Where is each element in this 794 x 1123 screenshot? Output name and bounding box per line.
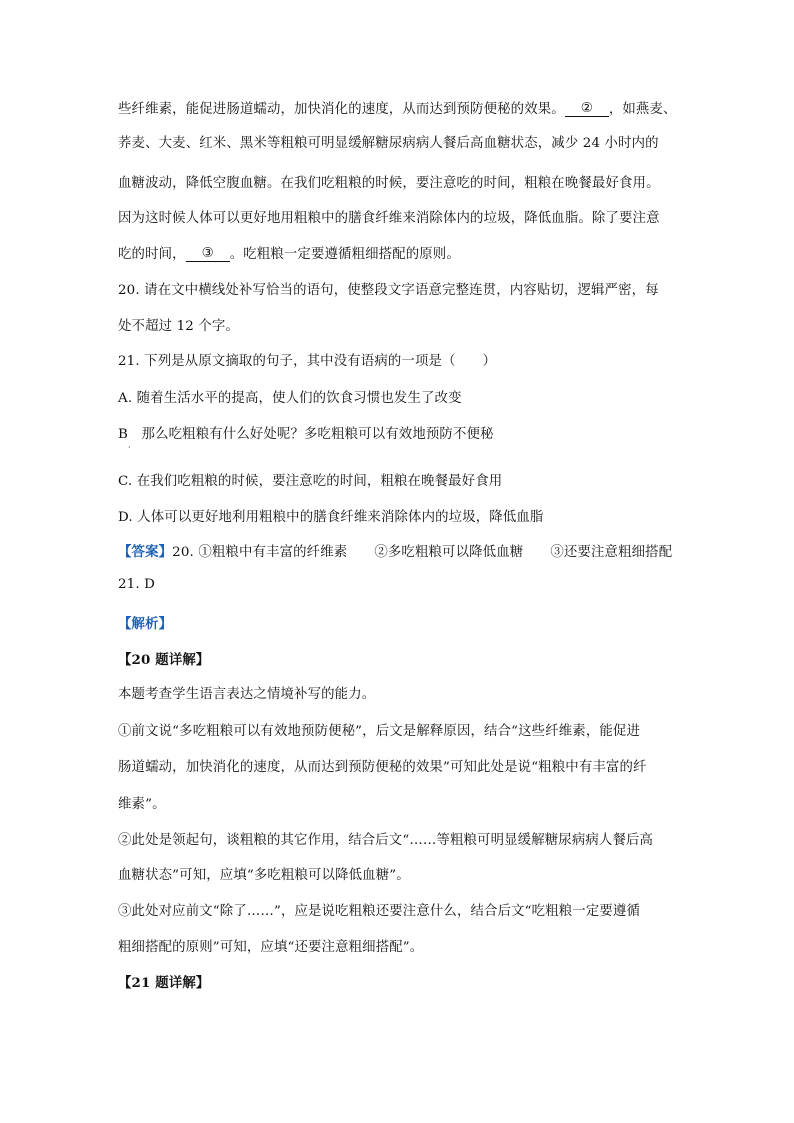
- heading-20-detail: 【20 题详解】: [118, 652, 210, 668]
- analysis-p2-line-2: 肠道蠕动，加快消化的速度，从而达到预防便秘的效果”可知此处是说“粗粮中有丰富的纤: [118, 760, 647, 775]
- question-20-line-1: 20. 请在文中横线处补写恰当的语句，使整段文字语意完整连贯，内容贴切，逻辑严密，每: [118, 283, 659, 298]
- passage-text: 。吃粗粮一定要遵循粗细搭配的原则。: [229, 247, 460, 262]
- blank-3: ③: [186, 246, 230, 262]
- analysis-p2-line-1: ①前文说“多吃粗粮可以有效地预防便秘”，后文是解释原因，结合“这些纤维素，能促进: [118, 724, 640, 739]
- heading-21-detail: 【21 题详解】: [118, 975, 210, 991]
- analysis-p2-line-3: 维素”。: [118, 797, 166, 812]
- blank-2: ②: [565, 101, 609, 117]
- passage-text: 吃的时间，: [118, 247, 186, 262]
- option-c: C. 在我们吃粗粮的时候，要注意吃的时间，粗粮在晚餐最好食用: [118, 474, 503, 489]
- question-20-line-2: 处不超过 12 个字。: [118, 319, 239, 334]
- option-d: D. 人体可以更好地利用粗粮中的膳食纤维来消除体内的垃圾，降低血脂: [118, 510, 544, 525]
- analysis-p3-line-2: 血糖状态”可知，应填“多吃粗粮可以降低血糖”。: [118, 868, 410, 883]
- analysis-paragraph-1: 本题考查学生语言表达之情境补写的能力。: [118, 687, 376, 702]
- analysis-p3-line-1: ②此处是领起句，谈粗粮的其它作用，结合后文“……等粗粮可明显缓解糖尿病病人餐后高: [118, 833, 654, 848]
- answer-line-20: [118, 541, 672, 560]
- option-a: A. 随着生活水平的提高，使人们的饮食习惯也发生了改变: [118, 391, 462, 406]
- question-21-stem: 21. 下列是从原文摘取的句子，其中没有语病的一项是（ ）: [118, 354, 497, 369]
- passage-text: ，如燕麦、: [608, 102, 677, 117]
- answer-20-text: 20. ①粗粮中有丰富的纤维素 ②多吃粗粮可以降低血糖 ③还要注意粗细搭配: [172, 545, 673, 560]
- passage-text: 些纤维素，能促进肠道蠕动，加快消化的速度，从而达到预防便秘的效果。: [118, 102, 565, 117]
- passage-line-5: [118, 243, 460, 263]
- analysis-label: 【解析】: [118, 616, 173, 632]
- answer-line-21: 21. D: [118, 577, 156, 592]
- passage-line-4: 因为这时候人体可以更好地用粗粮中的膳食纤维来消除体内的垃圾，降低血脂。除了要注意: [118, 211, 660, 226]
- analysis-p4-line-2: 粗细搭配的原则”可知，应填“还要注意粗细搭配”。: [118, 940, 424, 955]
- passage-line-1: [118, 98, 677, 118]
- option-b: B 那么吃粗粮有什么好处呢？多吃粗粮可以有效地预防不便秘: [118, 427, 494, 442]
- passage-line-3: 血糖波动，降低空腹血糖。在我们吃粗粮的时候，要注意吃的时间，粗粮在晚餐最好食用。: [118, 176, 660, 191]
- answer-label: 【答案】: [118, 544, 173, 560]
- option-b-mark: ·: [128, 443, 131, 452]
- analysis-p4-line-1: ③此处对应前文“除了……”，应是说吃粗粮还要注意什么，结合后文“吃粗粮一定要遵循: [118, 904, 640, 919]
- passage-line-2: 荞麦、大麦、红米、黑米等粗粮可明显缓解糖尿病病人餐后高血糖状态，减少 24 小时内的: [118, 136, 659, 151]
